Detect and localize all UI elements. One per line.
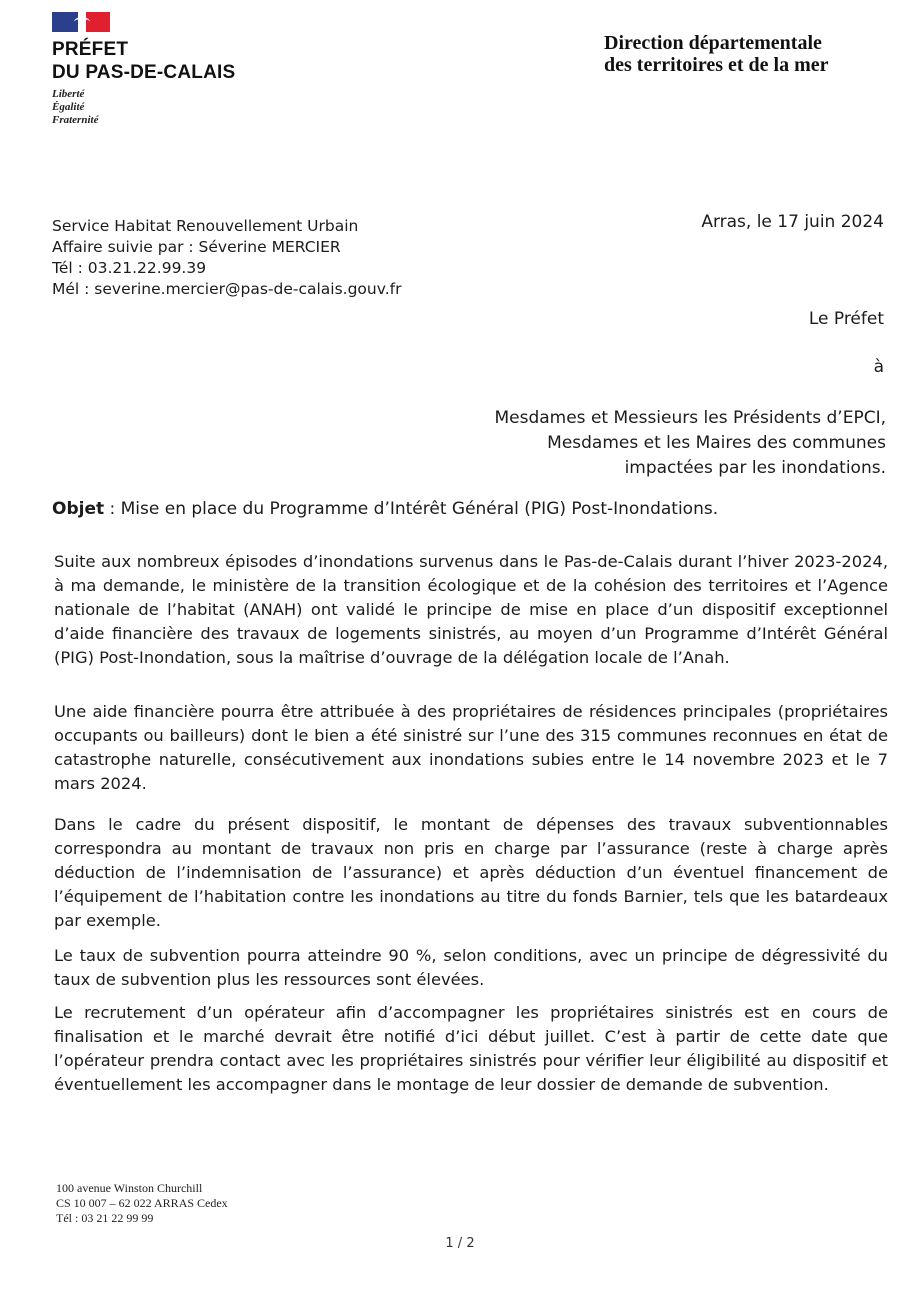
republic-motto (52, 88, 98, 127)
letter-from: Le Préfet (808, 309, 884, 329)
marianne-logo (52, 12, 110, 32)
direction-line-2: des territoires et de la mer (604, 54, 829, 76)
prefecture-line-2: DU PAS-DE-CALAIS (52, 62, 236, 83)
subject-text: : Mise en place du Programme d’Intérêt Général (PIG) Post-Inondations. (104, 499, 719, 519)
sender-email: Mél : severine.mercier@pas-de-calais.gouv.fr (52, 280, 402, 298)
footer-address (56, 1181, 228, 1226)
sender-service: Service Habitat Renouvellement Urbain (52, 217, 359, 235)
motto-fraternite: Fraternité (52, 114, 99, 126)
body-paragraph-3: Dans le cadre du présent dispositif, le montant de dépenses des travaux subventionnables correspondra au montant de travaux non pris en charge par l’assurance (reste à charge après déduction de l’indemnisation de l’assurance) et après déduction d’un éventuel financement de l’équipement de l’habitation contre les inondations au titre du fonds Barnier, tels que les batardeaux par exemple. (54, 815, 888, 930)
prefecture-name (52, 38, 235, 84)
prefecture-line-1: PRÉFET (52, 39, 129, 60)
footer-phone: Tél : 03 21 22 99 99 (56, 1211, 154, 1225)
sender-phone: Tél : 03.21.22.99.39 (52, 259, 207, 277)
direction-line-1: Direction départementale (604, 32, 822, 54)
direction-title (604, 32, 829, 76)
body-paragraph-1: Suite aux nombreux épisodes d’inondations survenus dans le Pas-de-Calais durant l’hiver 2023-2024, à ma demande, le ministère de la transition écologique et de la cohésion des territoires et l’Agence nationale de l’habitat (ANAH) ont validé le principe de mise en place d’un dispositif exceptionnel d’aide financière des travaux de logements sinistrés, au moyen d’un Programme d’Intérêt Général (PIG) Post-Inondation, sous la maîtrise d’ouvrage de la délégation locale de l’Anah. (54, 552, 888, 667)
body-paragraph-5: Le recrutement d’un opérateur afin d’accompagner les propriétaires sinistrés est en cours de finalisation et le marché devrait être notifié d’ici début juillet. C’est à partir de cette date que l’opérateur prendra contact avec les propriétaires sinistrés pour vérifier leur éligibilité au dispositif et éventuellement les accompagner dans le montage de leur dossier de demande de subvention. (54, 1003, 888, 1094)
body-paragraph-4: Le taux de subvention pourra atteindre 90 %, selon conditions, avec un principe de dégressivité du taux de subvention plus les ressources sont élevées. (54, 946, 888, 989)
page-number: 1 / 2 (445, 1236, 475, 1251)
letter-to-word: à (873, 357, 884, 377)
letter-date: Arras, le 17 juin 2024 (701, 212, 884, 232)
letter-subject (52, 499, 718, 519)
letter-recipients: Mesdames et Messieurs les Présidents d’EPCI, Mesdames et les Maires des communes impactées par les inondations. (494, 408, 886, 478)
motto-liberte: Liberté (52, 88, 85, 100)
footer-postal: CS 10 007 – 62 022 ARRAS Cedex (56, 1196, 228, 1210)
motto-egalite: Égalité (52, 101, 85, 113)
sender-block (52, 216, 401, 300)
subject-label: Objet (52, 499, 105, 519)
footer-street: 100 avenue Winston Churchill (56, 1181, 203, 1195)
sender-followed-by: Affaire suivie par : Séverine MERCIER (52, 238, 341, 256)
body-paragraph-2: Une aide financière pourra être attribuée à des propriétaires de résidences principales (propriétaires occupants ou bailleurs) dont le bien a été sinistré sur l’une des 315 communes reconnues en état de catastrophe naturelle, consécutivement aux inondations subies entre le 14 novembre 2023 et le 7 mars 2024. (54, 702, 888, 793)
